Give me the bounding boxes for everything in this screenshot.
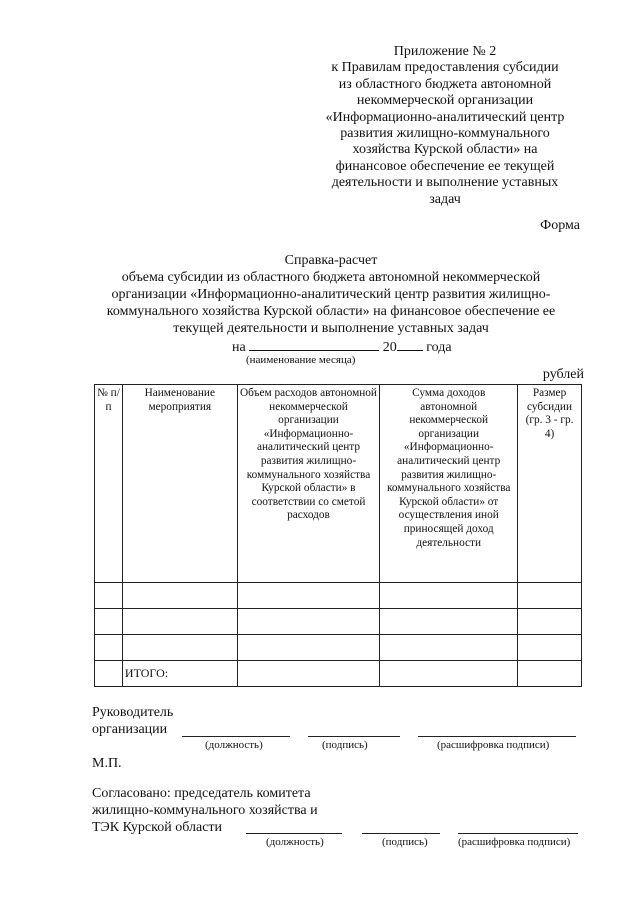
header-income: Сумма доходов автономной некоммерческой организации «Информационно-аналитический центр развития жилищно-коммунального хозяйства Курской области» от осуществления иной приносящей доход деятельности bbox=[380, 385, 518, 583]
table-row bbox=[95, 609, 582, 635]
head-label-line2: организации bbox=[92, 722, 168, 737]
form-label: Форма bbox=[540, 218, 580, 233]
total-income-cell[interactable] bbox=[380, 661, 518, 687]
header-event-name: Наименование мероприятия bbox=[122, 385, 237, 583]
appendix-line: хозяйства Курской области» на bbox=[352, 142, 538, 158]
table-cell[interactable] bbox=[122, 583, 237, 609]
appendix-line: из областного бюджета автономной bbox=[338, 76, 552, 92]
date-suffix: года bbox=[426, 340, 452, 355]
date-prefix: на bbox=[232, 340, 246, 355]
appendix-line: финансовое обеспечение ее текущей bbox=[335, 158, 555, 174]
table-cell[interactable] bbox=[95, 635, 123, 661]
head-decoding-caption: (расшифровка подписи) bbox=[437, 739, 550, 751]
table-cell[interactable] bbox=[237, 609, 380, 635]
agreed-signature-line[interactable] bbox=[362, 833, 440, 834]
table-cell[interactable] bbox=[122, 609, 237, 635]
head-label-line1: Руководитель bbox=[92, 705, 174, 720]
header-expenses: Объем расходов автономной некоммерческой организации «Информационно-аналитический центр развития жилищно-коммунального хозяйства Курской области» в соответствии со сметой расходов bbox=[237, 385, 380, 583]
agreed-position-line[interactable] bbox=[246, 833, 342, 834]
year-blank[interactable] bbox=[397, 337, 423, 351]
agreed-line2: жилищно-коммунального хозяйства и bbox=[92, 803, 318, 818]
year-prefix: 20 bbox=[382, 340, 397, 355]
title-heading: Справка-расчет bbox=[284, 253, 378, 268]
title-line: объема субсидии из областного бюджета автономной некоммерческой bbox=[121, 270, 541, 285]
title-line: текущей деятельности и выполнение уставных задач bbox=[173, 321, 489, 336]
appendix-line: развития жилищно-коммунального bbox=[340, 126, 550, 142]
agreed-line1: Согласовано: председатель комитета bbox=[92, 786, 311, 801]
table-cell[interactable] bbox=[380, 635, 518, 661]
head-signature-line[interactable] bbox=[308, 736, 400, 737]
month-caption: (наименование месяца) bbox=[246, 354, 356, 366]
header-subsidy: Размер субсидии (гр. 3 - гр. 4) bbox=[518, 385, 582, 583]
table-cell[interactable] bbox=[518, 609, 582, 635]
appendix-block bbox=[300, 44, 590, 208]
table-cell[interactable] bbox=[380, 609, 518, 635]
table-cell[interactable] bbox=[237, 583, 380, 609]
document-title bbox=[76, 252, 586, 337]
appendix-line: деятельности и выполнение уставных bbox=[331, 175, 559, 191]
head-position-line[interactable] bbox=[182, 736, 290, 737]
table-cell[interactable] bbox=[95, 583, 123, 609]
appendix-line: «Информационно-аналитический центр bbox=[325, 109, 565, 125]
table-cell[interactable] bbox=[518, 635, 582, 661]
total-label: ИТОГО: bbox=[122, 661, 237, 687]
head-decoding-line[interactable] bbox=[418, 736, 576, 737]
table-cell[interactable] bbox=[518, 583, 582, 609]
agreed-line3: ТЭК Курской области bbox=[92, 820, 223, 835]
table-cell[interactable] bbox=[237, 635, 380, 661]
appendix-line: Приложение № 2 bbox=[393, 44, 497, 59]
table-total-row bbox=[95, 661, 582, 687]
table-header-row bbox=[95, 385, 582, 583]
header-number: № п/п bbox=[95, 385, 123, 583]
appendix-line: к Правилам предоставления субсидии bbox=[331, 60, 559, 76]
appendix-line: задач bbox=[429, 191, 461, 207]
table-cell[interactable] bbox=[95, 661, 123, 687]
units-label: рублей bbox=[542, 367, 584, 382]
title-line: организации «Информационно-аналитический центр развития жилищно- bbox=[111, 287, 551, 302]
table-cell[interactable] bbox=[380, 583, 518, 609]
table-row bbox=[95, 635, 582, 661]
agreed-signature-caption: (подпись) bbox=[382, 836, 428, 848]
head-position-caption: (должность) bbox=[205, 739, 263, 751]
stamp-label: М.П. bbox=[92, 756, 122, 771]
table-row bbox=[95, 583, 582, 609]
total-subsidy-cell[interactable] bbox=[518, 661, 582, 687]
table-cell[interactable] bbox=[95, 609, 123, 635]
calculation-table bbox=[94, 384, 582, 687]
total-expenses-cell[interactable] bbox=[237, 661, 380, 687]
title-line: коммунального хозяйства Курской области» на финансовое обеспечение ее bbox=[106, 304, 556, 319]
agreed-decoding-line[interactable] bbox=[458, 833, 578, 834]
agreed-position-caption: (должность) bbox=[266, 836, 324, 848]
agreed-decoding-caption: (расшифровка подписи) bbox=[458, 836, 571, 848]
table-cell[interactable] bbox=[122, 635, 237, 661]
month-blank[interactable] bbox=[249, 337, 379, 351]
head-signature-caption: (подпись) bbox=[322, 739, 368, 751]
appendix-line: некоммерческой организации bbox=[356, 93, 534, 109]
